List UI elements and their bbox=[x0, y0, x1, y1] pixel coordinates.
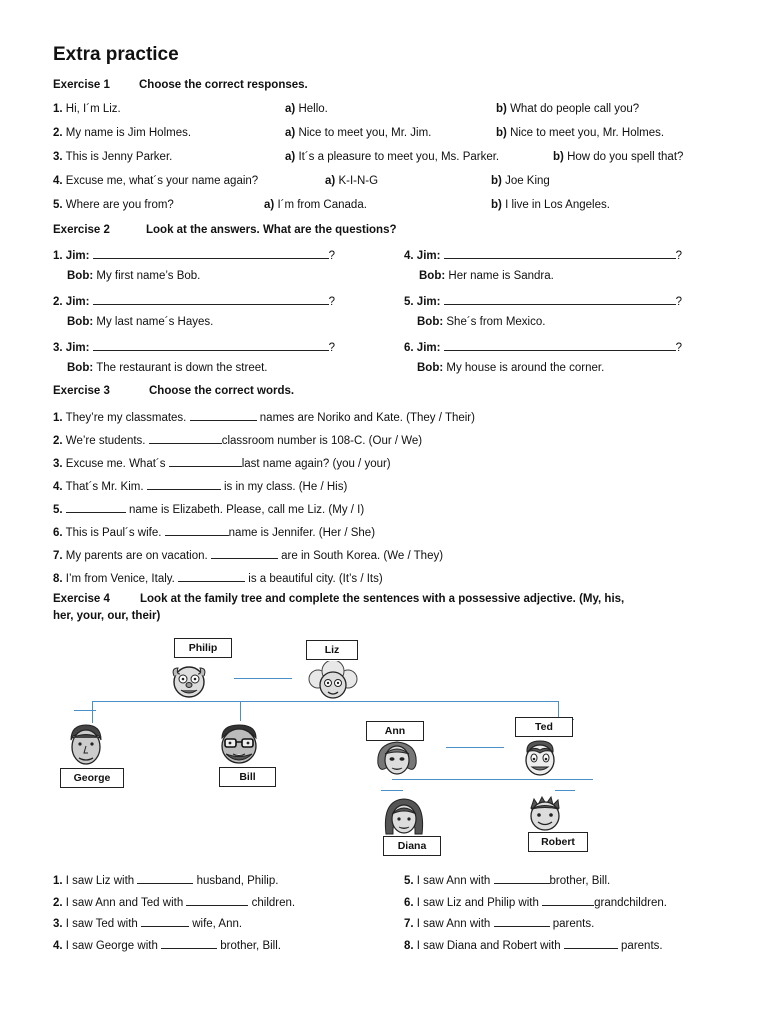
ex2-question-5: 5. Jim: ? bbox=[404, 293, 682, 308]
ex4-sentence-4: 4. I saw George with brother, Bill. bbox=[53, 937, 281, 952]
ann-face-icon bbox=[374, 738, 420, 778]
ex3-item-3: 3. Excuse me. What´s last name again? (you / your) bbox=[53, 455, 391, 470]
word-blank[interactable] bbox=[542, 894, 594, 906]
ex4-sentence-2: 2. I saw Ann and Ted with children. bbox=[53, 894, 295, 909]
ex1-item-3-option-a[interactable]: a) It´s a pleasure to meet you, Ms. Parker. bbox=[285, 151, 500, 163]
ex3-item-2: 2. We’re students. classroom number is 108-C. (Our / We) bbox=[53, 432, 422, 447]
tree-line bbox=[392, 779, 593, 780]
diana-face-icon bbox=[380, 796, 428, 836]
grandfather-face-icon bbox=[168, 662, 210, 700]
ex1-item-3: 3. This is Jenny Parker. bbox=[53, 151, 173, 163]
exercise-2-label: Exercise 2 bbox=[53, 224, 110, 236]
tree-line bbox=[381, 790, 403, 791]
word-blank[interactable] bbox=[149, 432, 222, 444]
name-box-robert: Robert bbox=[528, 832, 588, 852]
name-box-philip: Philip bbox=[174, 638, 232, 658]
word-blank[interactable] bbox=[169, 455, 242, 467]
answer-blank[interactable] bbox=[93, 247, 329, 259]
tree-line bbox=[74, 710, 96, 711]
ex2-answer-6: Bob: My house is around the corner. bbox=[417, 362, 605, 374]
exercise-4-instruction-cont: her, your, our, their) bbox=[53, 610, 161, 622]
ex1-item-4-option-b[interactable]: b) Joe King bbox=[491, 175, 550, 187]
grandmother-face-icon bbox=[306, 661, 360, 701]
exercise-4-label: Exercise 4 bbox=[53, 593, 110, 605]
name-box-liz: Liz bbox=[306, 640, 358, 660]
ex1-item-4-option-a[interactable]: a) K-I-N-G bbox=[325, 175, 379, 187]
name-box-george: George bbox=[60, 768, 124, 788]
ex4-sentence-8: 8. I saw Diana and Robert with parents. bbox=[404, 937, 663, 952]
ex2-answer-1: Bob: My first name’s Bob. bbox=[67, 270, 201, 282]
name-box-ann: Ann bbox=[366, 721, 424, 741]
george-face-icon bbox=[66, 722, 106, 768]
ex1-item-5-option-a[interactable]: a) I´m from Canada. bbox=[264, 199, 367, 211]
exercise-3-label: Exercise 3 bbox=[53, 385, 110, 397]
ex1-item-1-option-a[interactable]: a) Hello. bbox=[285, 103, 328, 115]
ted-face-icon bbox=[520, 738, 560, 778]
ex3-item-7: 7. My parents are on vacation. are in South Korea. (We / They) bbox=[53, 547, 443, 562]
ex2-question-6: 6. Jim: ? bbox=[404, 339, 682, 354]
ex1-item-1-option-b[interactable]: b) What do people call you? bbox=[496, 103, 640, 115]
word-blank[interactable] bbox=[137, 872, 193, 884]
ex4-sentence-5: 5. I saw Ann with brother, Bill. bbox=[404, 872, 610, 887]
exercise-2-instruction: Look at the answers. What are the questions? bbox=[146, 224, 397, 236]
answer-blank[interactable] bbox=[444, 293, 676, 305]
ex2-answer-4: Bob: Her name is Sandra. bbox=[419, 270, 554, 282]
bill-face-icon bbox=[214, 722, 264, 766]
word-blank[interactable] bbox=[165, 524, 229, 536]
ex2-answer-2: Bob: My last name´s Hayes. bbox=[67, 316, 214, 328]
tree-line bbox=[240, 701, 241, 721]
ex2-question-1: 1. Jim: ? bbox=[53, 247, 335, 262]
ex4-sentence-3: 3. I saw Ted with wife, Ann. bbox=[53, 915, 242, 930]
exercise-1-label: Exercise 1 bbox=[53, 79, 110, 91]
answer-blank[interactable] bbox=[93, 339, 329, 351]
tree-line bbox=[446, 747, 504, 748]
tree-line bbox=[92, 701, 93, 723]
robert-face-icon bbox=[525, 794, 565, 832]
word-blank[interactable] bbox=[141, 915, 189, 927]
word-blank[interactable] bbox=[564, 937, 618, 949]
word-blank[interactable] bbox=[494, 872, 550, 884]
ex1-item-3-option-b[interactable]: b) How do you spell that? bbox=[553, 151, 684, 163]
word-blank[interactable] bbox=[66, 501, 126, 513]
tree-line bbox=[92, 701, 559, 702]
tree-line bbox=[234, 678, 292, 679]
ex3-item-6: 6. This is Paul´s wife. name is Jennifer. (Her / She) bbox=[53, 524, 375, 539]
page-title: Extra practice bbox=[53, 44, 179, 65]
word-blank[interactable] bbox=[186, 894, 248, 906]
ex3-item-8: 8. I’m from Venice, Italy. is a beautiful city. (It’s / Its) bbox=[53, 570, 383, 585]
ex1-item-2-option-a[interactable]: a) Nice to meet you, Mr. Jim. bbox=[285, 127, 432, 139]
ex1-item-5: 5. Where are you from? bbox=[53, 199, 174, 211]
word-blank[interactable] bbox=[494, 915, 550, 927]
ex1-item-2: 2. My name is Jim Holmes. bbox=[53, 127, 192, 139]
name-box-bill: Bill bbox=[219, 767, 276, 787]
word-blank[interactable] bbox=[161, 937, 217, 949]
name-box-diana: Diana bbox=[383, 836, 441, 856]
ex2-question-4: 4. Jim: ? bbox=[404, 247, 682, 262]
word-blank[interactable] bbox=[190, 409, 257, 421]
ex3-item-4: 4. That´s Mr. Kim. is in my class. (He / His) bbox=[53, 478, 347, 493]
word-blank[interactable] bbox=[147, 478, 221, 490]
ex4-sentence-6: 6. I saw Liz and Philip with grandchildren. bbox=[404, 894, 667, 909]
ex1-item-2-option-b[interactable]: b) Nice to meet you, Mr. Holmes. bbox=[496, 127, 665, 139]
answer-blank[interactable] bbox=[93, 293, 329, 305]
tree-line bbox=[555, 790, 575, 791]
name-box-ted: Ted bbox=[515, 717, 573, 737]
answer-blank[interactable] bbox=[444, 339, 676, 351]
ex1-item-5-option-b[interactable]: b) I live in Los Angeles. bbox=[491, 199, 610, 211]
ex3-item-1: 1. They’re my classmates. names are Noriko and Kate. (They / Their) bbox=[53, 409, 475, 424]
ex4-sentence-1: 1. I saw Liz with husband, Philip. bbox=[53, 872, 278, 887]
ex2-answer-3: Bob: The restaurant is down the street. bbox=[67, 362, 268, 374]
ex3-item-5: 5. name is Elizabeth. Please, call me Liz. (My / I) bbox=[53, 501, 364, 516]
ex2-question-3: 3. Jim: ? bbox=[53, 339, 335, 354]
exercise-4-instruction: Look at the family tree and complete the sentences with a possessive adjective. (My, his, bbox=[140, 593, 625, 605]
ex2-answer-5: Bob: She´s from Mexico. bbox=[417, 316, 546, 328]
ex1-item-4: 4. Excuse me, what´s your name again? bbox=[53, 175, 259, 187]
ex4-sentence-7: 7. I saw Ann with parents. bbox=[404, 915, 594, 930]
word-blank[interactable] bbox=[211, 547, 278, 559]
exercise-3-instruction: Choose the correct words. bbox=[149, 385, 295, 397]
answer-blank[interactable] bbox=[444, 247, 676, 259]
exercise-1-instruction: Choose the correct responses. bbox=[139, 79, 308, 91]
ex2-question-2: 2. Jim: ? bbox=[53, 293, 335, 308]
word-blank[interactable] bbox=[178, 570, 245, 582]
ex1-item-1: 1. Hi, I´m Liz. bbox=[53, 103, 121, 115]
